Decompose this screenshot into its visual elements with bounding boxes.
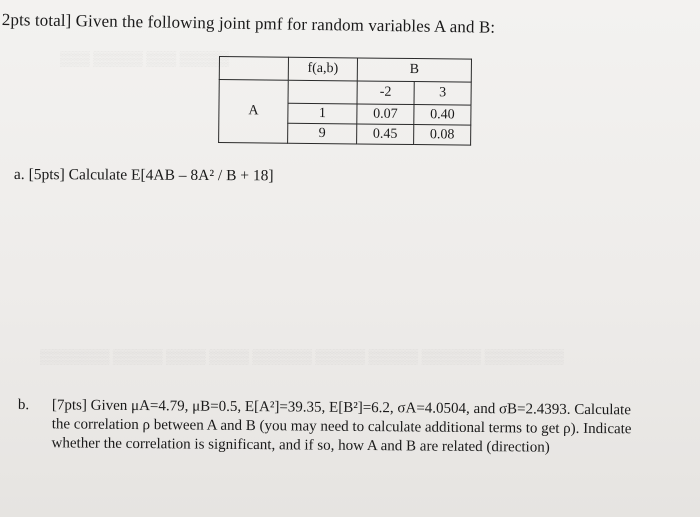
table-corner-empty	[219, 57, 288, 81]
part-b-line-1-text: [7pts] Given μA=4.79, μB=0.5, E[A²]=39.35, E[B²]=6.2, σA=4.0504, and σB=2.4393. Calculate	[51, 397, 631, 419]
prob-cell	[357, 104, 414, 125]
part-b-line-2: the correlation ρ between A and B (you may need to calculate additional terms to get ρ). Indicate	[51, 416, 632, 438]
a-value: 1	[318, 105, 326, 121]
part-a-question	[14, 166, 274, 185]
a-value-cell	[288, 103, 357, 124]
prob-cell	[414, 125, 471, 146]
prob-cell	[357, 124, 414, 145]
table-corner-label	[288, 57, 357, 81]
b-value: -2	[379, 84, 392, 100]
prob-value: 0.08	[429, 126, 455, 142]
bleed-through-text: ▒▒▒▒▒▒▒ ▒▒▒▒▒ ▒▒▒▒ ▒▒▒▒ ▒▒▒▒▒▒ ▒▒▒▒▒ ▒▒▒▒▒ ▒▒▒▒▒▒ ▒▒▒▒▒▒▒▒	[40, 350, 564, 365]
question-heading: 2pts total] Given the following joint pmf for random variables A and B:	[1, 10, 496, 37]
bleed-through-text: ▒▒▒ ▒▒▒▒▒ ▒▒▒ ▒▒▒▒▒	[60, 52, 230, 67]
column-variable-header	[357, 58, 471, 82]
b-value: 3	[439, 85, 447, 101]
column-variable-label: B	[409, 61, 420, 78]
part-a-label: a.	[13, 166, 25, 184]
prob-cell	[414, 105, 471, 126]
table-spacer	[288, 80, 357, 104]
part-b-label: b.	[17, 396, 30, 414]
prob-value: 0.07	[373, 106, 398, 122]
a-value: 9	[318, 125, 326, 141]
prob-value: 0.40	[430, 106, 455, 122]
b-value-cell	[414, 82, 471, 106]
b-value-cell	[357, 81, 414, 105]
row-variable-header	[219, 80, 289, 144]
joint-pmf-table-wrap	[218, 56, 472, 146]
a-value-cell	[288, 123, 357, 144]
part-b-line-3: whether the correlation is significant, and if so, how A and B are related (direction)	[51, 435, 550, 456]
f-ab-label: f(a,b)	[307, 60, 339, 77]
prob-value: 0.45	[372, 126, 398, 142]
row-variable-label: A	[248, 103, 259, 119]
part-a-text: [5pts] Calculate E[4AB – 8A² / B + 18]	[28, 166, 274, 185]
part-b-question	[18, 396, 684, 459]
joint-pmf-table	[218, 56, 472, 146]
